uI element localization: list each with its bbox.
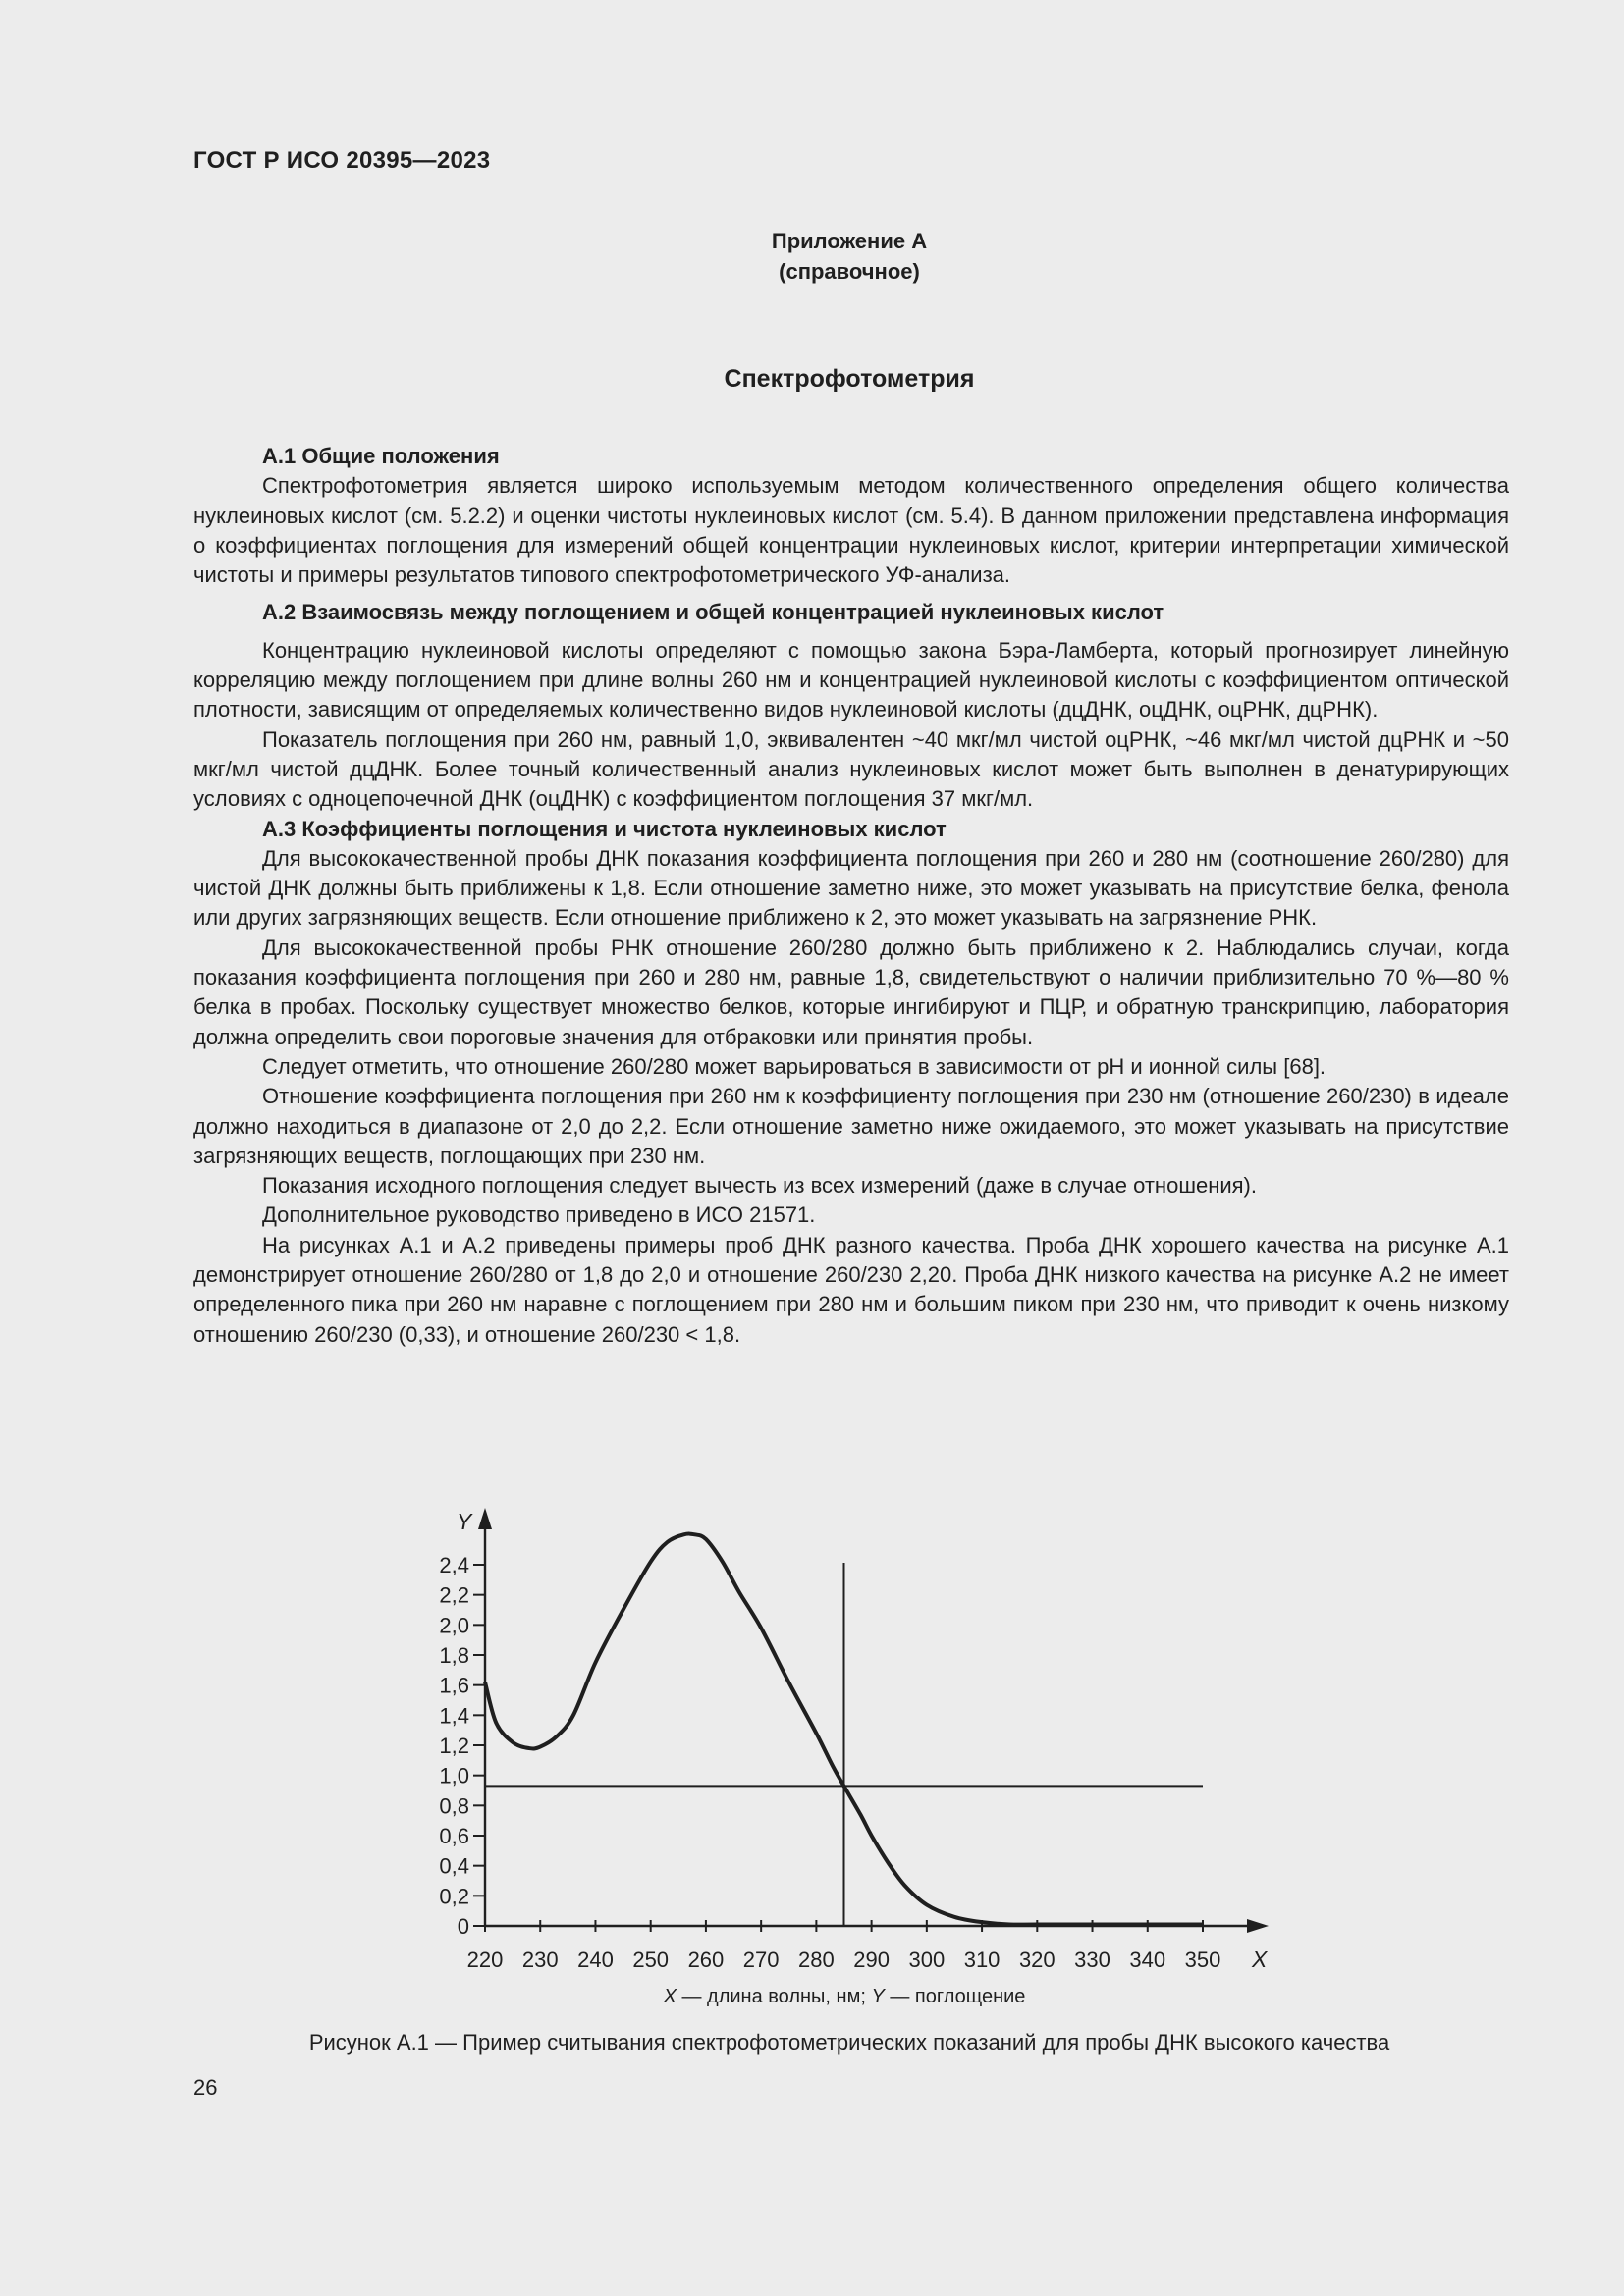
paragraph: Показатель поглощения при 260 нм, равный 1,0, эквивалентен ~40 мкг/мл чистой оцРНК, ~46 мкг/мл чистой дцРНК и ~50 мкг/мл чистой дцДНК. Более точный количественный анализ нуклеиновых кислот может быть выполнен в денатурирующих условиях с одноцепочечной ДНК (оцДНК) с коэффициентом поглощения 37 мкг/мл. bbox=[193, 726, 1509, 812]
annex-name: Спектрофотометрия bbox=[724, 365, 975, 393]
section-heading-a3: А.3 Коэффициенты поглощения и чистота нуклеиновых кислот bbox=[262, 816, 947, 841]
x-tick-label: 250 bbox=[632, 1948, 670, 1972]
y-tick-label: 1,0 bbox=[439, 1763, 469, 1789]
paragraph: Показания исходного поглощения следует вычесть из всех измерений (даже в случае отношения). bbox=[262, 1173, 1257, 1199]
x-tick-label: 280 bbox=[798, 1948, 835, 1972]
y-axis-arrow-icon bbox=[478, 1508, 492, 1529]
y-tick-label: 1,2 bbox=[439, 1734, 469, 1758]
y-tick-label: 0,8 bbox=[439, 1793, 469, 1819]
y-tick-label: 0,2 bbox=[439, 1884, 469, 1909]
paragraph: Для высококачественной пробы ДНК показания коэффициента поглощения при 260 и 280 нм (соотношение 260/280) для чистой ДНК должны быть приближены к 1,8. Если отношение заметно ниже, это может указывать на присутствие белка, фенола или других загрязняющих веществ. Если отношение приближено к 2, это может указывать на загрязнение РНК. bbox=[193, 845, 1509, 931]
y-tick-label: 0,6 bbox=[439, 1824, 469, 1848]
x-tick-label: 350 bbox=[1184, 1948, 1221, 1972]
y-tick-label: 1,4 bbox=[439, 1703, 469, 1729]
paragraph: Следует отметить, что отношение 260/280 может варьироваться в зависимости от pH и ионной силы [68]. bbox=[262, 1053, 1326, 1079]
annex-title: Приложение А bbox=[771, 229, 928, 253]
paragraph: Дополнительное руководство приведено в ИСО 21571. bbox=[262, 1202, 816, 1228]
y-tick-label: 2,0 bbox=[439, 1613, 469, 1638]
absorbance-chart bbox=[412, 1502, 1276, 2022]
figure-caption: Рисунок А.1 — Пример считывания спектрофотометрических показаний для пробы ДНК высокого качества bbox=[308, 2030, 1390, 2055]
y-axis-letter: Y bbox=[457, 1509, 472, 1534]
paragraph: На рисунках А.1 и А.2 приведены примеры проб ДНК разного качества. Проба ДНК хорошего качества на рисунке А.1 демонстрирует отношение 260/280 от 1,8 до 2,0 и отношение 260/230 2,20. Проба ДНК низкого качества на рисунке А.2 не имеет определенного пика при 260 нм наравне с поглощением при 280 нм и большим пиком при 230 нм, что приводит к очень низкому отношению 260/230 (0,33), и отношение 260/230 < 1,8. bbox=[193, 1232, 1509, 1347]
x-axis-letter: X bbox=[1252, 1947, 1268, 1972]
x-axis-arrow-icon bbox=[1247, 1919, 1269, 1933]
body-text bbox=[193, 442, 1509, 1350]
x-tick-label: 230 bbox=[521, 1948, 559, 1972]
standard-header: ГОСТ Р ИСО 20395—2023 bbox=[193, 147, 491, 174]
paragraph: Спектрофотометрия является широко используемым методом количественного определения общего количества нуклеиновых кислот (см. 5.2.2) и оценки чистоты нуклеиновых кислот (см. 5.4). В данном приложении представлена информация о коэффициентах поглощения для измерений общей концентрации нуклеиновых кислот, критерии интерпретации химической чистоты и примеры результатов типового спектрофотометрического УФ-анализа. bbox=[193, 473, 1509, 588]
y-tick-label: 0,4 bbox=[439, 1853, 469, 1879]
axis-caption-part: Y bbox=[871, 1986, 885, 2007]
annex-heading bbox=[0, 226, 1624, 287]
axis-caption-part: — поглощение bbox=[884, 1986, 1026, 2007]
y-tick-label: 1,6 bbox=[439, 1673, 469, 1698]
x-tick-label: 300 bbox=[908, 1948, 946, 1972]
y-tick-label: 2,2 bbox=[439, 1582, 469, 1608]
annex-status: (справочное) bbox=[779, 259, 920, 284]
page-number: 26 bbox=[193, 2075, 218, 2100]
section-heading-a1: А.1 Общие положения bbox=[262, 444, 500, 468]
axis-caption-part: — длина волны, нм; bbox=[676, 1986, 872, 2007]
x-tick-label: 240 bbox=[577, 1948, 614, 1972]
y-tick-label: 0 bbox=[457, 1914, 469, 1939]
paragraph: Отношение коэффициента поглощения при 260 нм к коэффициенту поглощения при 230 нм (отношение 260/230) в идеале должно находиться в диапазоне от 2,0 до 2,2. Если отношение заметно ниже ожидаемого, это может указывать на присутствие загрязняющих веществ, поглощающих при 230 нм. bbox=[193, 1084, 1509, 1168]
paragraph: Концентрацию нуклеиновой кислоты определяют с помощью закона Бэра-Ламберта, который прогнозирует линейную корреляцию между поглощением при длине волны 260 нм и концентрацией нуклеиновой кислоты с коэффициентом оптической плотности, зависящим от определяемых количественно видов нуклеиновой кислоты (дцДНК, оцДНК, оцРНК, дцРНК). bbox=[193, 637, 1509, 722]
x-tick-label: 320 bbox=[1018, 1948, 1056, 1972]
y-tick-label: 2,4 bbox=[439, 1553, 469, 1577]
x-tick-label: 330 bbox=[1074, 1948, 1110, 1972]
y-tick-label: 1,8 bbox=[439, 1643, 469, 1668]
axis-caption bbox=[663, 1986, 1026, 2007]
x-tick-label: 220 bbox=[466, 1948, 504, 1972]
x-tick-label: 270 bbox=[742, 1948, 780, 1972]
section-heading-a2: А.2 Взаимосвязь между поглощением и общей концентрацией нуклеиновых кислот bbox=[262, 600, 1164, 625]
x-tick-label: 290 bbox=[853, 1948, 890, 1972]
x-tick-label: 340 bbox=[1129, 1948, 1166, 1972]
paragraph: Для высококачественной пробы РНК отношение 260/280 должно быть приближено к 2. Наблюдались случаи, когда показания коэффициента поглощения при 260 и 280 нм, равные 1,8, свидетельствуют о наличии приблизительно 70 %—80 % белка в пробах. Поскольку существует множество белков, которые ингибируют и ПЦР, и обратную транскрипцию, лаборатория должна определить свои пороговые значения для отбраковки или принятия пробы. bbox=[193, 934, 1509, 1049]
axis-caption-part: X bbox=[663, 1986, 677, 2007]
x-tick-label: 310 bbox=[963, 1948, 1001, 1972]
x-tick-label: 260 bbox=[687, 1948, 725, 1972]
